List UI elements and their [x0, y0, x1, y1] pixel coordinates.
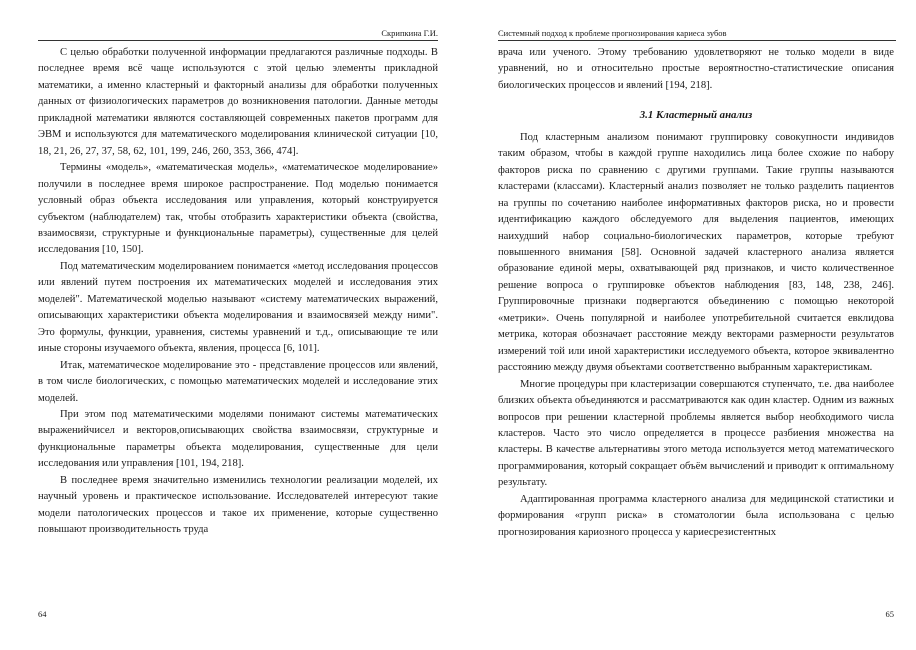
page-number: 64	[38, 609, 47, 619]
running-header-author: Скрипкина Г.И.	[381, 28, 438, 38]
right-page	[458, 0, 916, 650]
header-rule	[498, 40, 896, 41]
right-page-body	[498, 45, 894, 541]
left-page-body	[38, 45, 438, 539]
section-title: 3.1 Кластерный анализ	[639, 109, 753, 122]
paragraph: Итак, математическое моделирование это - представление процессов или явлений, в том числе биологических, с помощью математических моделей и исследование этих моделей.	[38, 359, 438, 404]
paragraph: С целью обработки полученной информации предлагаются различные подходы. В последнее время всё чаще используются с этой целью элементы прикладной математики, а именно кластерный и факторный анализы для обработки полученных данных от физиологических параметров до возникновения патологии. Данные методы прикладной математики являются составляющей современных пакетов программ для ЭВМ и используются для математического моделирования клинической ситуации [10, 18, 21, 26, 27, 37, 58, 62, 101, 199, 246, 260, 353, 366, 474].	[38, 47, 438, 157]
paragraph: При этом под математическими моделями понимают системы математических выраженийчисел и векторов,описывающих свойства взаимосвязи, структурные и функциональные параметры объекта моделирования, существенные для цели исследования или управления [101, 194, 218].	[38, 408, 438, 470]
paragraph: Многие процедуры при кластеризации совершаются ступенчато, т.е. два наиболее близких объекта объединяются и рассматриваются как один кластер. Одним из важных вопросов при решении кластерной проблемы является выбор необходимого числа кластеров. Часто это число определяется в процессе разбиения множества на кластеры. В качестве альтернативы этого метода используется метод математического программирования, который сокращает объём вычислений и приводит к оптимальному результату.	[498, 378, 894, 489]
header-rule	[38, 40, 438, 41]
paragraph: Адаптированная программа кластерного анализа для медицинской статистики и формирования «групп риска» в стоматологии была использована с целью прогнозирования кариозного процесса у кариесрезистентных	[498, 493, 894, 538]
paragraph: Под математическим моделированием понимается «метод исследования процессов или явлений путем построения их математических моделей и исследования этих моделей". Математической моделью называют «систему математических выражений, описывающих характеристики объекта моделирования и взаимосвязей между ними". Это формулы, функции, уравнения, системы уравнений и т.д., описывающие те или иные стороны изучаемого объекта, явления, процесса [6, 101].	[38, 260, 438, 355]
paragraph: Под кластерным анализом понимают группировку совокупности индивидов таким образом, чтобы в каждой группе находились лица более схожие по набору факторов риска по сравнению с другими группами. Такие группы называются кластерами (классами). Кластерный анализ позволяет не только разделить пациентов на группы по сочетанию наиболее информативных факторов риска, но и провести идентификацию каждого обследуемого для выделения пациентов, имеющих наихудший набор социально-биологических параметров, которые требуют повышенного внимания [58]. Основной задачей кластерного анализа является образование единой меры, охватывающей ряд признаков, и чисто количественное решение вопроса о группировке объектов наблюдения [83, 148, 238, 246]. Группировочные признаки подвергаются объединению с помощью некоторой «метрики». Очень популярной и наиболее употребительной считается евклидова метрика, которая обозначает расстояние между векторами размерности результатов измерений той или иной характеристики исследуемого объекта, которое эквивалентно расстоянию между двумя объектами соответственно выбранным характеристикам.	[498, 131, 894, 374]
continued-paragraph: врача или ученого. Этому требованию удовлетворяют не только модели в виде уравнений, но и относительно простые вероятностно-статистические описания биологических процессов и явлений [194, 218].	[498, 47, 894, 91]
paragraph: Термины «модель», «математическая модель», «математическое моделирование» получили в последнее время широкое распространение. Под моделью понимается условный образ объекта исследования или управления, который конструируется субъектом (наблюдателем) так, чтобы отобразить характеристики объекта (свойства, взаимосвязи, структурные и функциональные параметры), существенные для целей исследования [10, 150].	[38, 162, 438, 256]
paragraph: В последнее время значительно изменились технологии реализации моделей, их научный уровень и практическое использование. Исследователей интересуют такие модели патологических процессов и такое их применение, которые существенно повышают производительность труда	[38, 474, 438, 536]
running-header-title: Системный подход к проблеме прогнозирования кариеса зубов	[498, 28, 727, 38]
page-number: 65	[885, 609, 894, 619]
